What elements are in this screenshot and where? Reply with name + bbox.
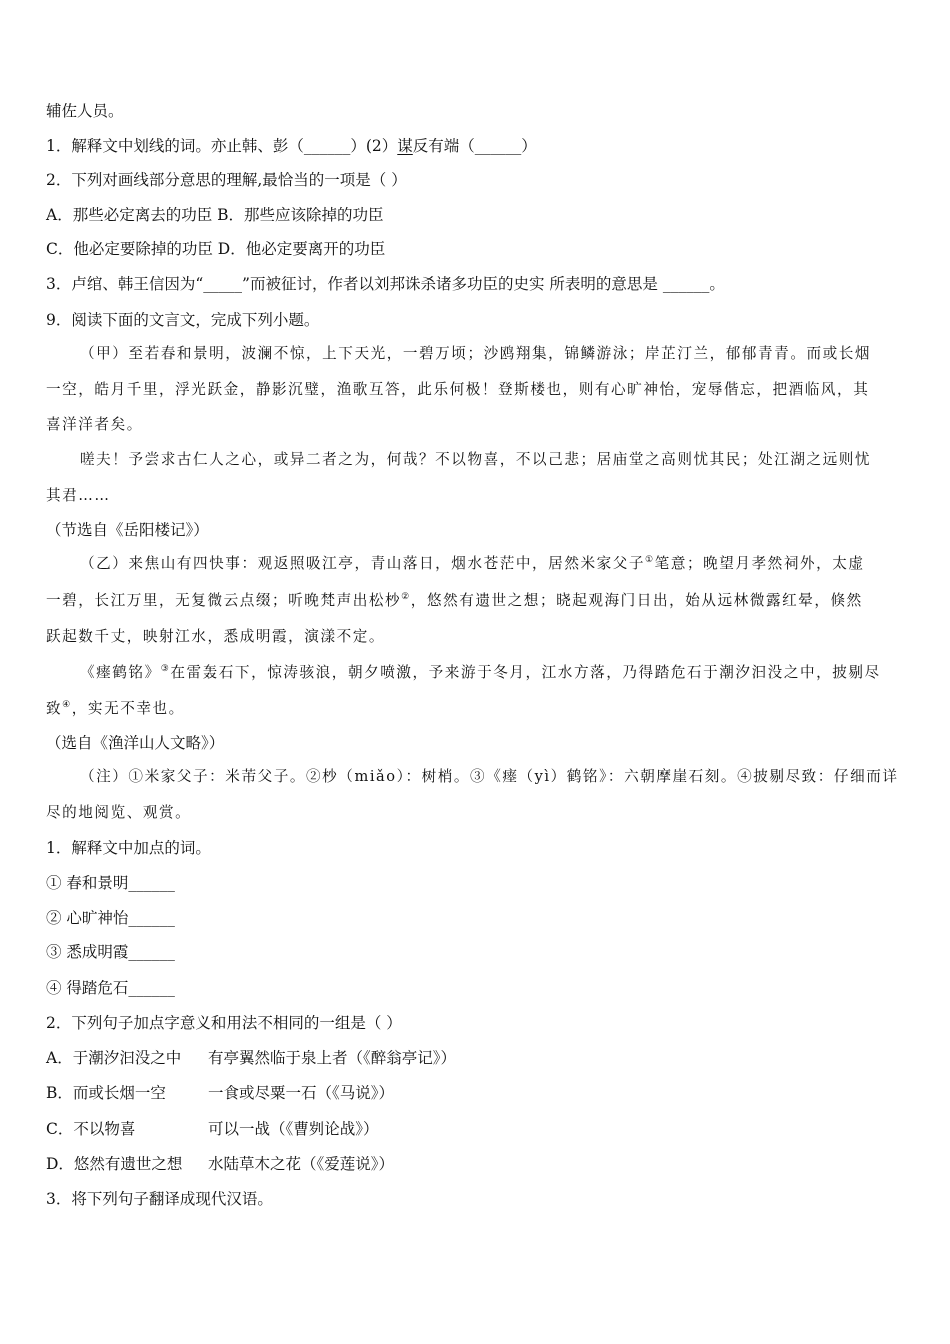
yi-text: 致 [46, 700, 63, 717]
option-c [46, 1119, 906, 1139]
option-b [46, 1083, 906, 1103]
option-d-left: D．悠然有遗世之想 [46, 1155, 183, 1173]
passage-yi-line [46, 591, 906, 611]
source-note: （选自《渔洋山人文略》） [46, 734, 225, 752]
question-8-1 [46, 136, 906, 156]
option-b-left: B．而或长烟一空 [46, 1084, 166, 1102]
question-8-2: 2．下列对画线部分意思的理解,最恰当的一项是（ ） [46, 171, 407, 189]
footnote-marker: ④ [62, 700, 72, 711]
option-a [46, 1048, 906, 1068]
passage-jia-line: （甲）至若春和景明，波澜不惊，上下天光，一碧万顷；沙鸥翔集，锦鳞游泳；岸芷汀兰，郁郁青青。而或长烟 [80, 345, 872, 362]
annotation-line: 尽的地阅览、观赏。 [46, 804, 192, 821]
yi-text: 《瘗鹤铭》 [80, 664, 161, 681]
option-line: C．他必定要除掉的功臣 D．他必定要离开的功臣 [46, 240, 386, 258]
question-9: 9．阅读下面的文言文，完成下列小题。 [46, 311, 320, 329]
word-item: ① 春和景明______ [46, 874, 175, 892]
footnote-marker: ② [401, 592, 411, 603]
q8-1-text: 1．解释文中划线的词。亦止韩、彭（______）(2） [46, 137, 398, 155]
annotation-line: （注）①米家父子：米芾父子。②杪（miǎo）：树梢。③《瘗（yì）鹤铭》：六朝摩崖石刻。④披剔尽致：仔细而详 [80, 768, 899, 785]
option-d-right: 水陆草木之花（《爱莲说》） [208, 1155, 395, 1173]
footnote-marker: ① [645, 555, 655, 566]
footnote-marker: ③ [160, 664, 171, 675]
yi-text: （乙）来焦山有四快事：观返照吸江亭，青山落日，烟水苍茫中，居然米家父子 [80, 555, 646, 572]
q8-1-text-b: 反有端（______） [412, 137, 537, 155]
yi-text: ，悠然有遗世之想；晓起观海门日出，始从远林微露红晕，倏然 [410, 592, 863, 609]
word-item: ② 心旷神怡______ [46, 909, 175, 927]
passage-yi-line [46, 699, 906, 719]
option-c-left: C．不以物喜 [46, 1120, 136, 1138]
word-item: ③ 悉成明霞______ [46, 943, 175, 961]
option-d [46, 1154, 906, 1174]
passage-yi-line [80, 554, 906, 574]
question-8-3: 3．卢绾、韩王信因为“_____”而被征讨，作者以刘邦诛杀诸多功臣的史实 所表明的意思是 ______。 [46, 275, 725, 293]
question-9-3: 3．将下列句子翻译成现代汉语。 [46, 1190, 273, 1208]
yi-text: 一碧，长江万里，无复微云点缀；听晚梵声出松杪 [46, 592, 402, 609]
passage-yi-line: 跃起数千丈，映射江水，悉成明霞，演漾不定。 [46, 628, 386, 645]
option-a-left: A．于潮汐汩没之中 [46, 1049, 182, 1067]
yi-text: 在雷轰石下，惊涛骇浪，朝夕喷激，予来游于冬月，江水方落，乃得踏危石于潮汐汩没之中，披剔尽 [170, 664, 881, 681]
passage-jia-line: 喜洋洋者矣。 [46, 416, 143, 433]
passage-yi-line [46, 663, 906, 683]
yi-text: ，实无不幸也。 [71, 700, 185, 717]
underlined-word: 谋 [397, 137, 413, 155]
question-9-1: 1．解释文中加点的词。 [46, 839, 211, 857]
text-line: 辅佐人员。 [46, 102, 124, 120]
option-b-right: 一食或尽粟一石（《马说》） [208, 1084, 395, 1102]
word-item: ④ 得踏危石______ [46, 979, 175, 997]
passage-jia-line: 其君…… [46, 487, 111, 504]
passage-jia-line: 嗟夫！予尝求古仁人之心，或异二者之为，何哉？不以物喜，不以己悲；居庙堂之高则忧其民；处江湖之远则忧 [80, 451, 872, 468]
option-line: A．那些必定离去的功臣 B．那些应该除掉的功臣 [46, 206, 384, 224]
passage-jia-line: 一空，皓月千里，浮光跃金，静影沉璧，渔歌互答，此乐何极！登斯楼也，则有心旷神怡，宠辱偕忘，把酒临风，其 [46, 381, 870, 398]
option-c-right: 可以一战（《曹刿论战》） [208, 1120, 379, 1138]
source-note: （节选自《岳阳楼记》） [46, 521, 209, 539]
question-9-2: 2．下列句子加点字意义和用法不相同的一组是（ ） [46, 1014, 402, 1032]
option-a-right: 有亭翼然临于泉上者（《醉翁亭记》） [208, 1049, 457, 1067]
yi-text: 笔意；晚望月孝然祠外，太虚 [654, 555, 865, 572]
